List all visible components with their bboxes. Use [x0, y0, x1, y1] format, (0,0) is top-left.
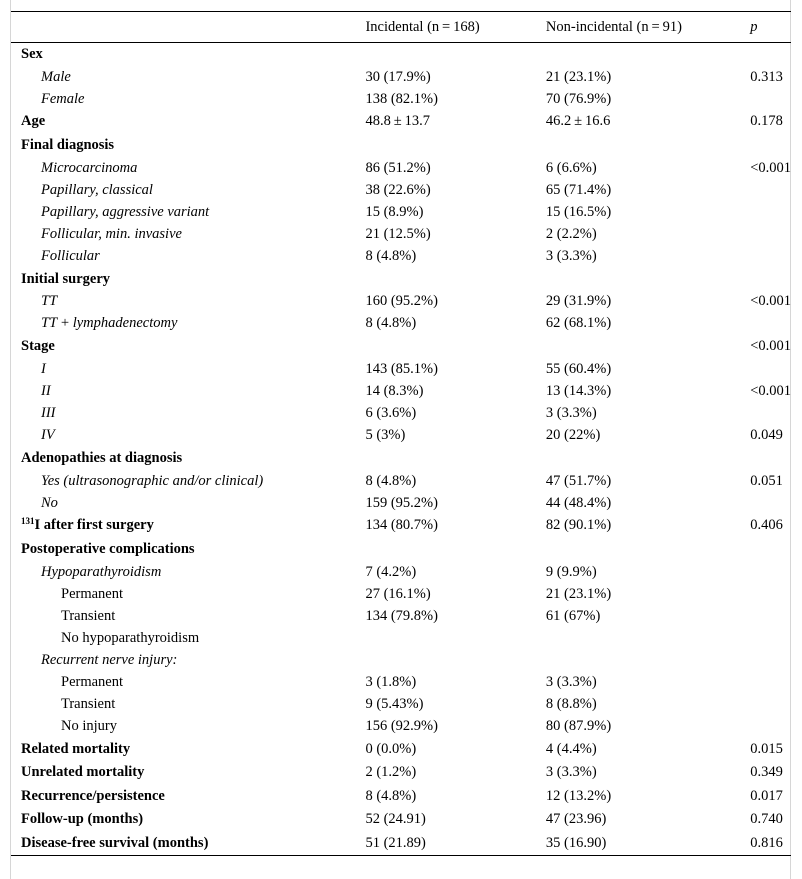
row-label: No [41, 494, 58, 511]
p-value [750, 492, 791, 514]
incidental-value: 160 (95.2%) [365, 293, 438, 310]
table-row [11, 201, 791, 223]
p-value [750, 134, 791, 158]
nonincidental-value [546, 267, 750, 291]
p-value: 0.178 [750, 113, 783, 130]
row-label: Hypoparathyroidism [41, 563, 162, 580]
row-label: No injury [61, 717, 117, 734]
row-label: Recurrent nerve injury: [41, 651, 178, 668]
p-value [750, 245, 791, 267]
p-value: <0.001 [750, 382, 791, 399]
table-row [11, 335, 791, 359]
p-value [750, 649, 791, 671]
p-value: <0.001 [750, 159, 791, 176]
incidental-value [365, 446, 545, 470]
nonincidental-value: 61 (67%) [545, 607, 601, 624]
table-row [11, 715, 791, 737]
p-value: 0.816 [750, 832, 791, 856]
p-value: 0.051 [750, 472, 783, 489]
nonincidental-value: 6 (6.6%) [545, 159, 597, 176]
nonincidental-value: 62 (68.1%) [545, 315, 612, 332]
row-label: Related mortality [21, 740, 131, 757]
table-row [11, 179, 791, 201]
row-label-text: I after first surgery [34, 517, 154, 534]
row-label: Sex [21, 46, 43, 63]
table-row [11, 157, 791, 179]
p-value [750, 671, 791, 693]
nonincidental-value: 2 (2.2%) [545, 225, 597, 242]
row-label: III [41, 404, 56, 421]
table-row [11, 267, 791, 291]
incidental-value: 156 (92.9%) [365, 717, 438, 734]
row-label: Female [41, 90, 85, 107]
nonincidental-value: 3 (3.3%) [545, 247, 597, 264]
nonincidental-value: 21 (23.1%) [545, 68, 612, 85]
incidental-value: 51 (21.89) [365, 832, 545, 856]
incidental-value [365, 649, 545, 671]
table-row [11, 88, 791, 110]
table-row [11, 538, 791, 562]
row-label: Disease-free survival (months) [11, 832, 365, 856]
row-label: I [41, 360, 46, 377]
incidental-value: 138 (82.1%) [365, 90, 438, 107]
nonincidental-value [546, 43, 750, 67]
p-value: 0.740 [750, 811, 783, 828]
incidental-value: 38 (22.6%) [365, 181, 431, 198]
row-label: No hypoparathyroidism [61, 629, 200, 646]
row-label [11, 514, 365, 538]
row-label: Permanent [61, 673, 124, 690]
row-label: Adenopathies at diagnosis [21, 449, 183, 466]
table-row [11, 134, 791, 158]
nonincidental-value: 80 (87.9%) [545, 717, 612, 734]
row-label: Follow-up (months) [21, 811, 144, 828]
table-row [11, 402, 791, 424]
incidental-value [365, 538, 545, 562]
table-body [11, 43, 791, 856]
table-row [11, 358, 791, 380]
table-row [11, 43, 791, 67]
row-label: Postoperative complications [21, 540, 195, 557]
p-value [750, 446, 791, 470]
nonincidental-value [546, 134, 750, 158]
table-row [11, 291, 791, 313]
row-label: Yes (ultrasonographic and/or clinical) [41, 472, 264, 489]
p-value [750, 43, 791, 67]
nonincidental-value: 3 (3.3%) [545, 673, 597, 690]
row-label: Final diagnosis [21, 136, 115, 153]
incidental-value: 159 (95.2%) [365, 494, 438, 511]
comparison-table [11, 11, 791, 856]
p-value [750, 267, 791, 291]
nonincidental-value: 13 (14.3%) [545, 382, 612, 399]
nonincidental-value: 9 (9.9%) [545, 563, 597, 580]
incidental-value [365, 335, 545, 359]
table-row [11, 693, 791, 715]
incidental-value [365, 627, 545, 649]
incidental-value: 8 (4.8%) [365, 787, 417, 804]
table-row [11, 605, 791, 627]
p-value [750, 583, 791, 605]
row-label: IV [41, 426, 55, 443]
p-value [750, 538, 791, 562]
row-label: Age [21, 113, 46, 130]
nonincidental-value: 70 (76.9%) [545, 90, 612, 107]
p-value: <0.001 [750, 338, 791, 355]
incidental-value: 134 (79.8%) [365, 607, 438, 624]
row-label: Microcarcinoma [41, 159, 138, 176]
incidental-value: 0 (0.0%) [365, 740, 417, 757]
nonincidental-value: 15 (16.5%) [545, 203, 612, 220]
header-nonincidental: Non-incidental (n = 91) [546, 12, 750, 43]
header-label-cell [11, 12, 365, 43]
p-value: 0.049 [750, 426, 783, 443]
nonincidental-value [546, 538, 750, 562]
header-incidental: Incidental (n = 168) [365, 12, 545, 43]
p-value [750, 627, 791, 649]
table-header-row [11, 12, 791, 43]
p-value [750, 223, 791, 245]
p-value [750, 201, 791, 223]
incidental-value [365, 134, 545, 158]
nonincidental-value: 46.2 ± 16.6 [545, 113, 611, 130]
table-row [11, 627, 791, 649]
table-row [11, 223, 791, 245]
row-label: Transient [61, 695, 116, 712]
p-value [750, 561, 791, 583]
nonincidental-value: 8 (8.8%) [545, 695, 597, 712]
table-row [11, 583, 791, 605]
header-p-value: p [750, 12, 791, 43]
table-row [11, 784, 791, 808]
table-row [11, 380, 791, 402]
nonincidental-value: 3 (3.3%) [545, 764, 597, 781]
nonincidental-value: 20 (22%) [545, 426, 601, 443]
nonincidental-value: 21 (23.1%) [545, 585, 612, 602]
nonincidental-value: 3 (3.3%) [545, 404, 597, 421]
table-row [11, 66, 791, 88]
p-value [750, 358, 791, 380]
table-row [11, 561, 791, 583]
table-row [11, 832, 791, 856]
nonincidental-value [546, 335, 750, 359]
incidental-value: 134 (80.7%) [365, 517, 438, 534]
incidental-value: 9 (5.43%) [365, 695, 424, 712]
incidental-value: 8 (4.8%) [365, 472, 417, 489]
incidental-value: 5 (3%) [365, 426, 406, 443]
nonincidental-value [546, 649, 750, 671]
row-label: Initial surgery [21, 270, 111, 287]
incidental-value: 14 (8.3%) [365, 382, 424, 399]
incidental-value: 30 (17.9%) [365, 68, 431, 85]
nonincidental-value: 47 (23.96) [545, 811, 607, 828]
nonincidental-value [546, 627, 750, 649]
row-label: Transient [61, 607, 116, 624]
table-row [11, 649, 791, 671]
nonincidental-value: 65 (71.4%) [545, 181, 612, 198]
row-label: Papillary, aggressive variant [41, 203, 210, 220]
row-label: Papillary, classical [41, 181, 153, 198]
incidental-value [365, 43, 545, 67]
table-row [11, 671, 791, 693]
table-row [11, 514, 791, 538]
p-value: 0.313 [750, 68, 783, 85]
incidental-value: 21 (12.5%) [365, 225, 431, 242]
p-value [750, 715, 791, 737]
incidental-value: 8 (4.8%) [365, 315, 417, 332]
table-row [11, 737, 791, 761]
table-row [11, 808, 791, 832]
table-row [11, 110, 791, 134]
nonincidental-value: 44 (48.4%) [545, 494, 612, 511]
row-label: TT + lymphadenectomy [41, 315, 178, 332]
nonincidental-value [546, 446, 750, 470]
nonincidental-value: 29 (31.9%) [545, 293, 612, 310]
incidental-value: 27 (16.1%) [365, 585, 431, 602]
nonincidental-value: 35 (16.90) [546, 832, 750, 856]
p-value: 0.406 [750, 517, 783, 534]
p-value [750, 605, 791, 627]
table-row [11, 424, 791, 446]
row-label: Permanent [61, 585, 124, 602]
incidental-value: 143 (85.1%) [365, 360, 438, 377]
p-value: 0.349 [750, 764, 783, 781]
incidental-value: 48.8 ± 13.7 [365, 113, 430, 130]
row-label: Unrelated mortality [21, 764, 145, 781]
incidental-value: 3 (1.8%) [365, 673, 417, 690]
row-label: II [41, 382, 51, 399]
p-value [750, 88, 791, 110]
p-value: <0.001 [750, 293, 791, 310]
p-value [750, 313, 791, 335]
p-value [750, 693, 791, 715]
row-label: TT [41, 293, 58, 310]
row-label: Recurrence/persistence [21, 787, 165, 804]
row-label: Stage [21, 338, 55, 355]
isotope-superscript: 131 [21, 516, 35, 527]
table-row [11, 470, 791, 492]
incidental-value: 2 (1.2%) [365, 764, 417, 781]
p-value [750, 402, 791, 424]
incidental-value: 6 (3.6%) [365, 404, 417, 421]
p-value: 0.017 [750, 787, 783, 804]
incidental-value [365, 267, 545, 291]
p-value: 0.015 [750, 740, 783, 757]
nonincidental-value: 82 (90.1%) [545, 517, 612, 534]
incidental-value: 7 (4.2%) [365, 563, 417, 580]
nonincidental-value: 55 (60.4%) [545, 360, 612, 377]
row-label: Follicular, min. invasive [41, 225, 182, 242]
incidental-value: 52 (24.91) [365, 811, 426, 828]
table-row [11, 313, 791, 335]
nonincidental-value: 4 (4.4%) [545, 740, 597, 757]
row-label: Follicular [41, 247, 100, 264]
incidental-value: 8 (4.8%) [365, 247, 417, 264]
nonincidental-value: 47 (51.7%) [545, 472, 612, 489]
incidental-value: 86 (51.2%) [365, 159, 431, 176]
incidental-value: 15 (8.9%) [365, 203, 424, 220]
table-row [11, 446, 791, 470]
p-value [750, 179, 791, 201]
table-row [11, 492, 791, 514]
table-row [11, 245, 791, 267]
row-label: Male [41, 68, 71, 85]
nonincidental-value: 12 (13.2%) [545, 787, 612, 804]
table-row [11, 761, 791, 785]
